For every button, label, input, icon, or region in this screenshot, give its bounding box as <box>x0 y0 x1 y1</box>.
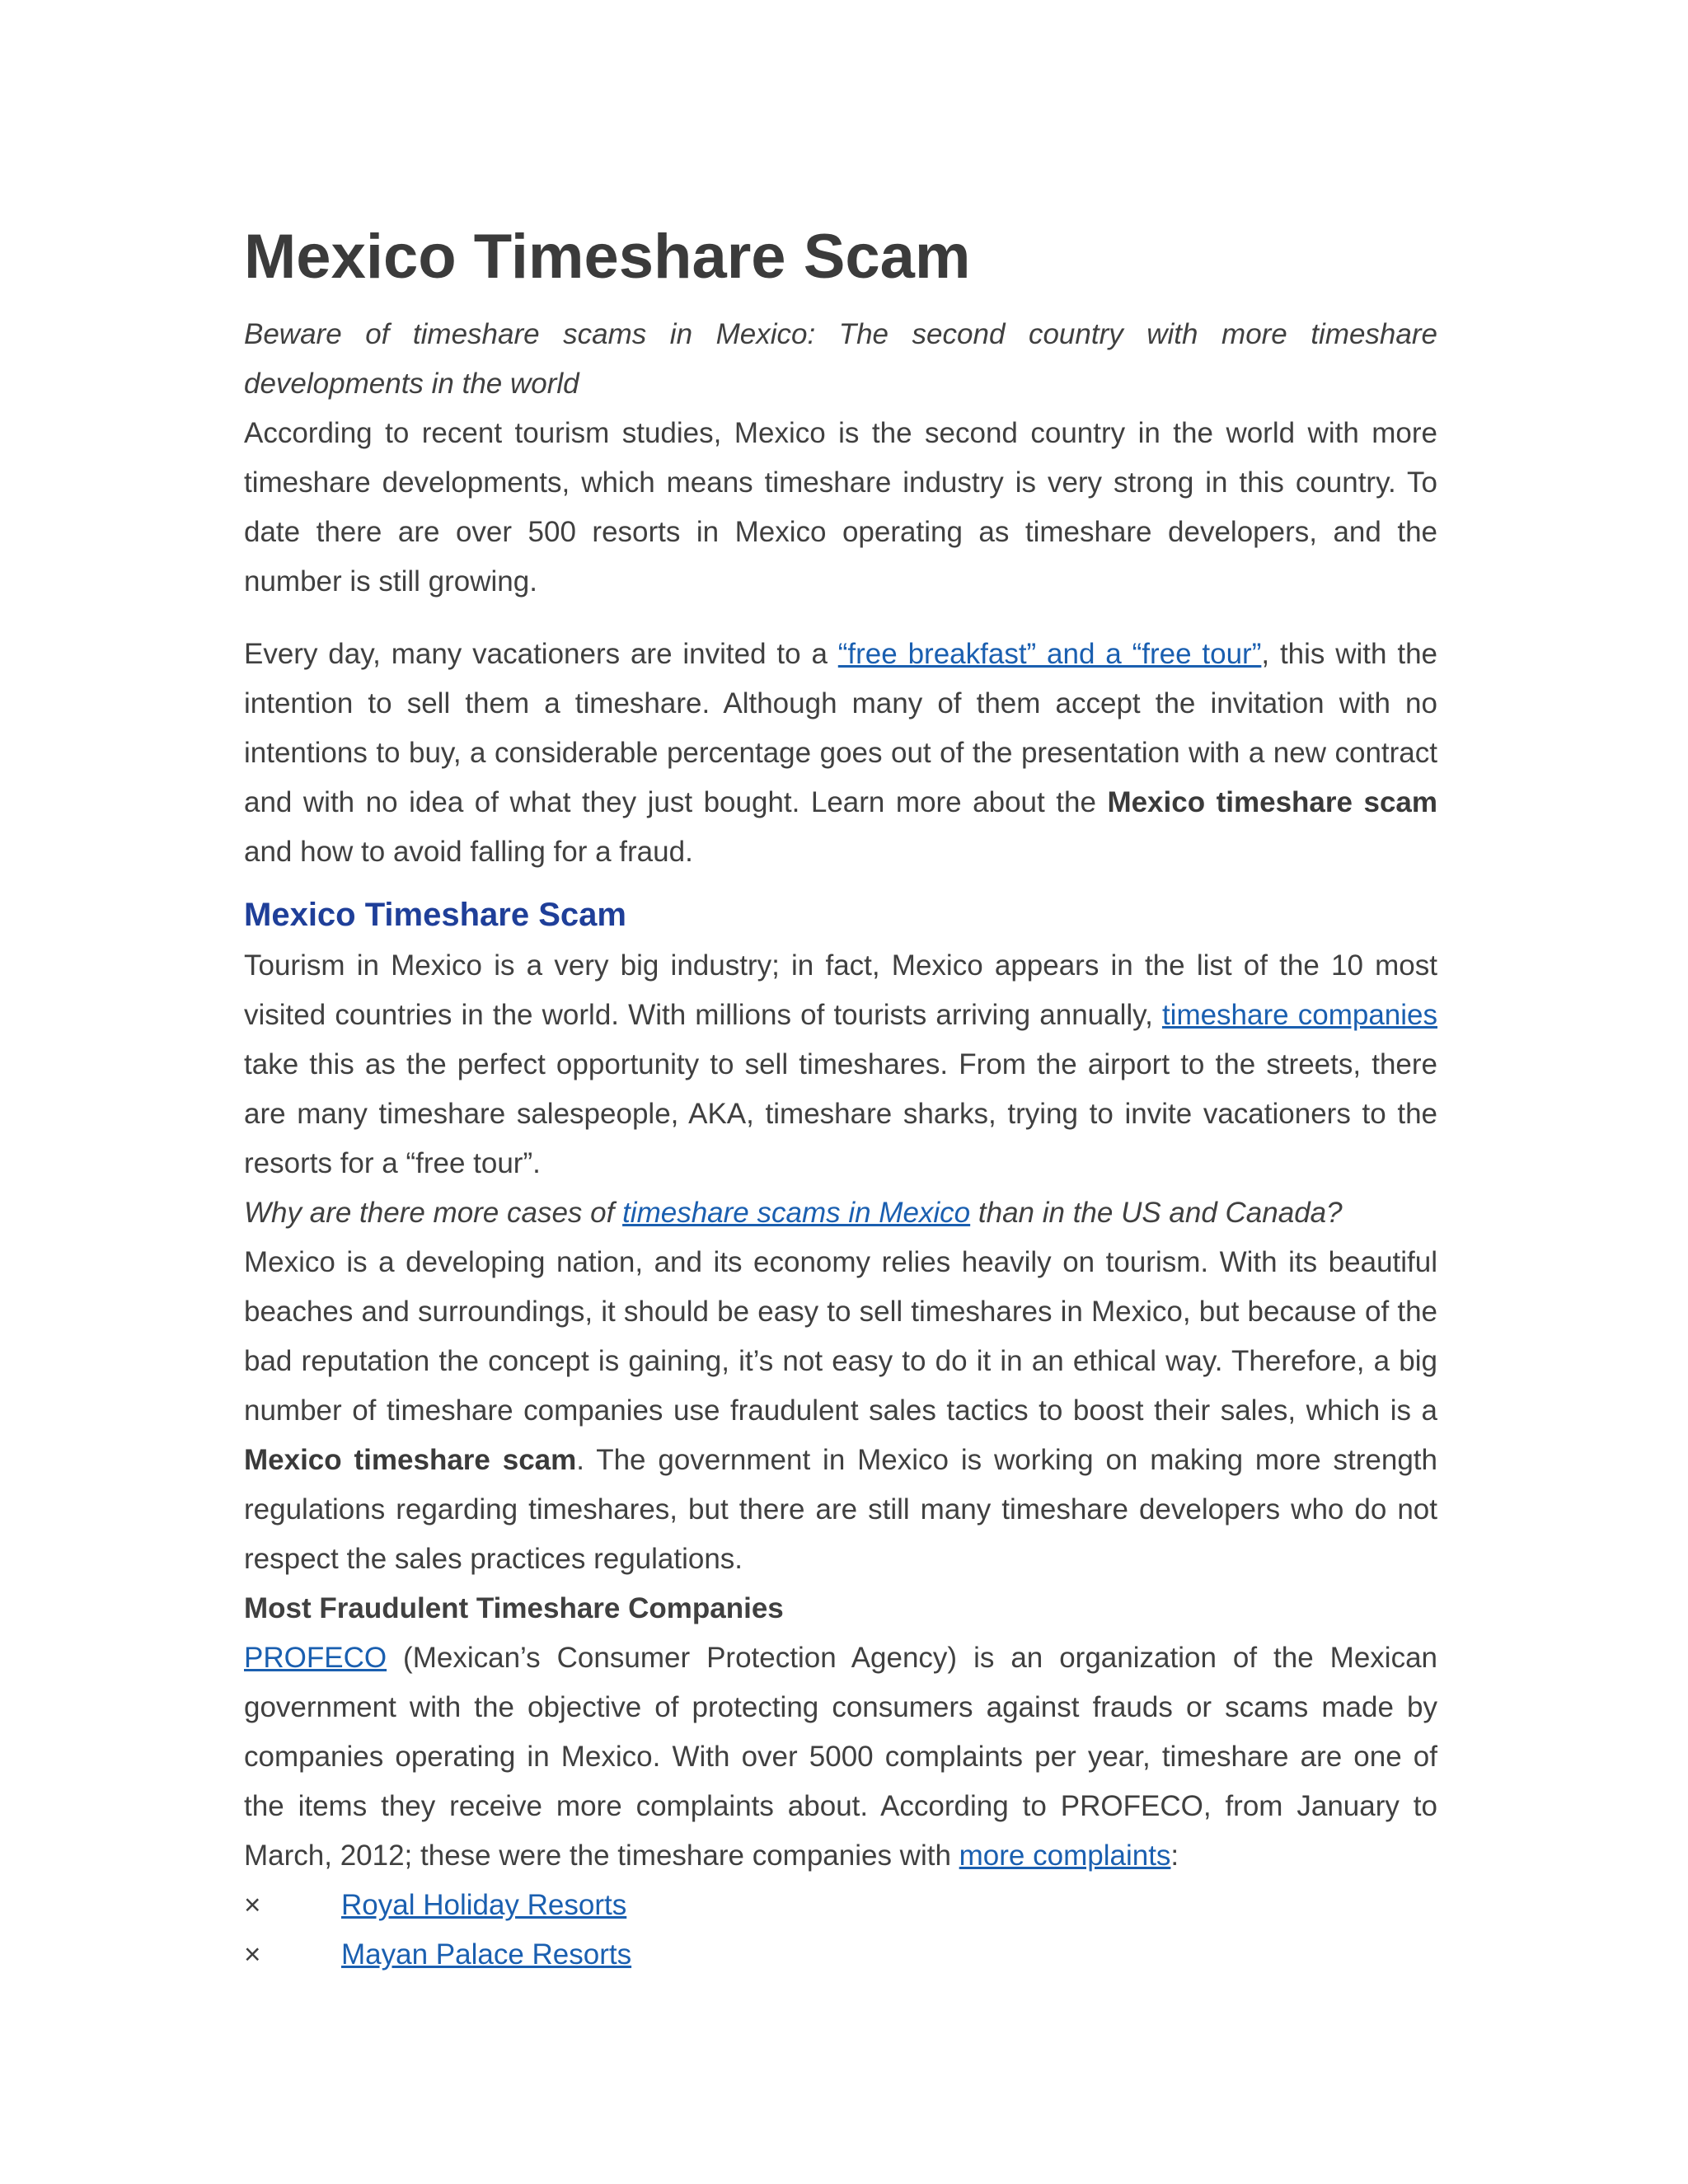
text-segment: Mexico is a developing nation, and its economy relies heavily on tourism. With its beautiful beaches and surroundings, it should be easy to sell timeshares in Mexico, but because of the bad reputation the concept is gaining, it’s not easy to do it in an ethical way. Therefore, a big number of timeshare companies use fraudulent sales tactics to boost their sales, which is a <box>244 1246 1437 1427</box>
page-title: Mexico Timeshare Scam <box>244 222 971 292</box>
text-segment: Every day, many vacationers are invited to a <box>244 638 838 670</box>
text-segment: Why are there more cases of <box>244 1197 623 1229</box>
tourism-paragraph <box>244 941 1437 1188</box>
text-segment: : <box>1170 1840 1179 1872</box>
list-item <box>244 1930 1437 1980</box>
text-segment: . The government in Mexico is working on making more strength regulations regarding timeshares, but there are still many timeshare developers who do not respect the sales practices regulations. <box>244 1444 1437 1575</box>
fraudulent-companies-heading: Most Fraudulent Timeshare Companies <box>244 1592 784 1624</box>
free-tour-paragraph <box>244 630 1437 877</box>
timeshare-scams-mexico-link[interactable]: timeshare scams in Mexico <box>622 1197 971 1229</box>
bold-phrase: Mexico timeshare scam <box>1107 786 1437 818</box>
intro-paragraph: According to recent tourism studies, Mexico is the second country in the world with more timeshare developments, which means timeshare industry is very strong in this country. To date there are over 500 resorts in Mexico operating as timeshare developers, and the number is still growing. <box>244 417 1437 598</box>
text-segment: than in the US and Canada? <box>970 1197 1343 1229</box>
article-body <box>244 216 1437 1980</box>
question-line <box>244 1188 1437 1238</box>
section-heading: Mexico Timeshare Scam <box>244 897 626 933</box>
article-subtitle: Beware of timeshare scams in Mexico: The second country with more timeshare developments in the world <box>244 318 1437 400</box>
list-item <box>244 1881 1437 1930</box>
x-bullet-icon: × <box>244 1889 261 1921</box>
text-segment: and how to avoid falling for a fraud. <box>244 836 693 868</box>
text-segment: , this with the intention to sell them a timeshare. Although many of them accept the invitation with no intentions to buy, a considerable percentage goes out of the presentation with a new contract and with no idea of what they just bought. Learn more about the <box>244 638 1437 818</box>
text-segment: Tourism in Mexico is a very big industry; in fact, Mexico appears in the list of the 10 most visited countries in the world. With millions of tourists arriving annually, <box>244 949 1437 1031</box>
companies-list <box>244 1881 1437 1980</box>
profeco-link[interactable]: PROFECO <box>244 1642 387 1674</box>
text-segment: take this as the perfect opportunity to sell timeshares. From the airport to the streets, there are many timeshare salespeople, AKA, timeshare sharks, trying to invite vacationers to the resorts for a “free tour”. <box>244 1048 1437 1179</box>
bold-phrase: Mexico timeshare scam <box>244 1444 577 1476</box>
profeco-paragraph <box>244 1633 1437 1881</box>
economy-paragraph <box>244 1238 1437 1584</box>
royal-holiday-link[interactable]: Royal Holiday Resorts <box>341 1889 627 1921</box>
text-segment: (Mexican’s Consumer Protection Agency) is an organization of the Mexican government with the objective of protecting consumers against frauds or scams made by companies operating in Mexico. With over 5000 complaints per year, timeshare are one of the items they receive more complaints about. According to PROFECO, from January to March, 2012; these were the timeshare companies with <box>244 1642 1437 1872</box>
more-complaints-link[interactable]: more complaints <box>959 1840 1171 1872</box>
mayan-palace-link[interactable]: Mayan Palace Resorts <box>341 1938 632 1971</box>
x-bullet-icon: × <box>244 1938 261 1971</box>
timeshare-companies-link[interactable]: timeshare companies <box>1161 999 1438 1031</box>
free-breakfast-link[interactable]: “free breakfast” and a “free tour” <box>837 638 1262 670</box>
